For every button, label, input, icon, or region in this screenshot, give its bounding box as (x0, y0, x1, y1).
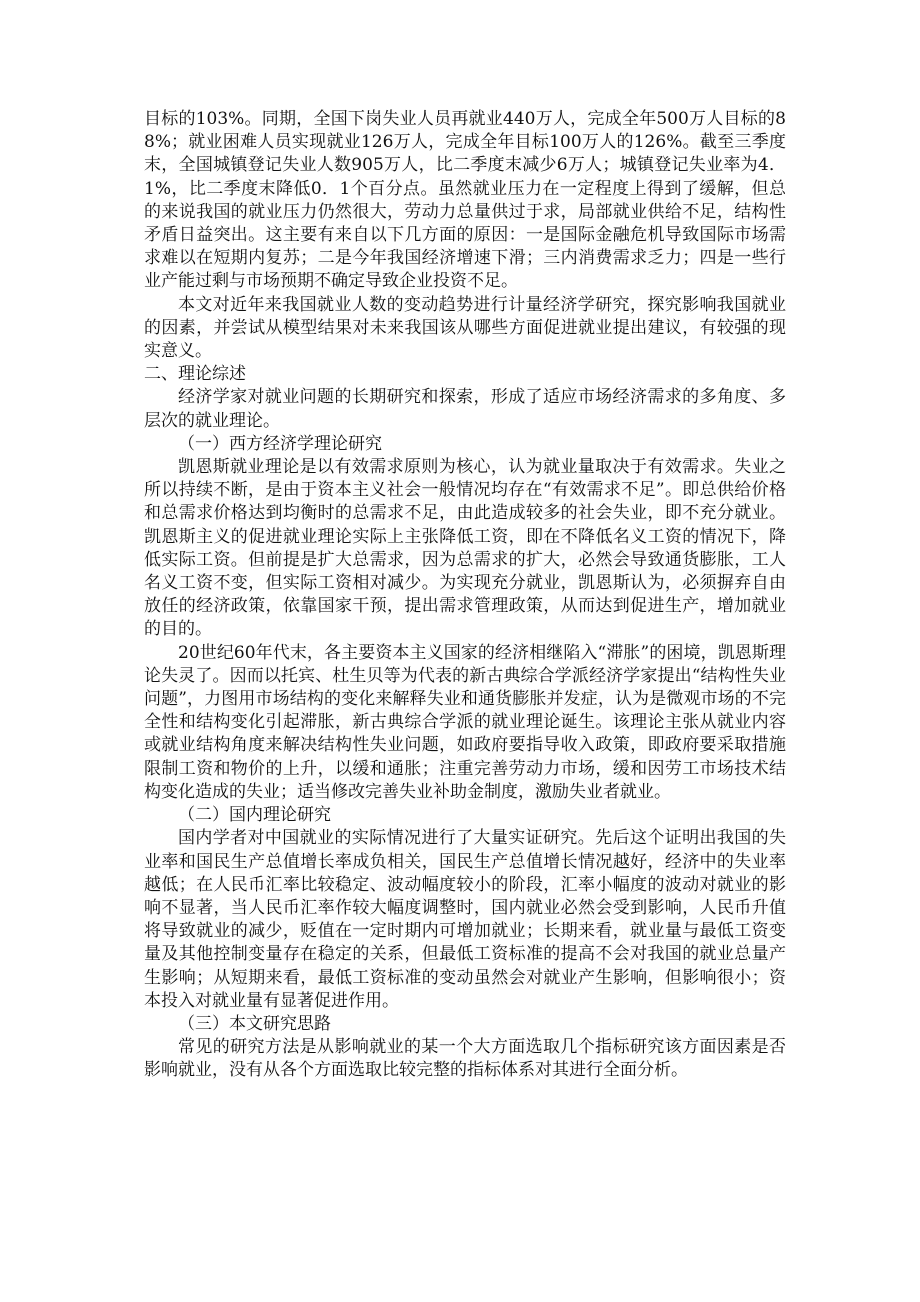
document-body (144, 108, 786, 1083)
paragraph-research-approach: 常见的研究方法是从影响就业的某一个大方面选取几个指标研究该方面因素是否影响就业，没有从各个方面选取比较完整的指标体系对其进行全面分析。 (144, 1037, 786, 1081)
subheading-domestic-research: （二）国内理论研究 (178, 805, 331, 826)
paragraph-employment-data: 目标的103%。同期，全国下岗失业人员再就业440万人，完成全年500万人目标的88%；就业困难人员实现就业126万人，完成全年目标100万人的126%。截至三季度末，全国城镇登记失业人数905万人，比二季度末减少6万人；城镇登记失业率为4．1%，比二季度末降低0．1个百分点。虽然就业压力在一定程度上得到了缓解，但总的来说我国的就业压力仍然很大，劳动力总量供过于求，局部就业供给不足，结构性矛盾日益突出。这主要有来自以下几方面的原因：一是国际金融危机导致国际市场需求难以在短期内复苏；二是今年我国经济增速下滑；三内消费需求乏力；四是一些行业产能过剩与市场预期不确定导致企业投资不足。 (144, 109, 786, 292)
paragraph-keynes-theory: 凯恩斯就业理论是以有效需求原则为核心，认为就业量取决于有效需求。失业之所以持续不断，是由于资本主义社会一般情况均存在“有效需求不足”。即总供给价格和总需求价格达到均衡时的总需求不足，由此造成较多的社会失业，即不充分就业。凯恩斯主义的促进就业理论实际上主张降低工资，即在不降低名义工资的情况下，降低实际工资。但前提是扩大总需求，因为总需求的扩大，必然会导致通货膨胀，工人名义工资不变，但实际工资相对减少。为实现充分就业，凯恩斯认为，必须摒弃自由放任的经济政策，依靠国家干预，提出需求管理政策，从而达到促进生产，增加就业的目的。 (144, 457, 786, 640)
paragraph-theory-intro: 经济学家对就业问题的长期研究和探索，形成了适应市场经济需求的多角度、多层次的就业理论。 (144, 387, 786, 431)
subheading-research-approach: （三）本文研究思路 (178, 1013, 331, 1034)
paragraph-neoclassical-synthesis: 20世纪60年代末，各主要资本主义国家的经济相继陷入“滞胀”的困境，凯恩斯理论失灵了。因而以托宾、杜生贝等为代表的新古典综合学派经济学家提出“结构性失业问题”，力图用市场结构的变化来解释失业和通货膨胀并发症，认为是微观市场的不完全性和结构变化引起滞胀，新古典综合学派的就业理论诞生。该理论主张从就业内容或就业结构角度来解决结构性失业问题，如政府要指导收入政策，即政府要采取措施限制工资和物价的上升，以缓和通胀；注重完善劳动力市场，缓和因劳工市场技术结构变化造成的失业；适当修改完善失业补助金制度，激励失业者就业。 (144, 642, 786, 802)
section-heading-theory-review: 二、理论综述 (144, 364, 246, 385)
paragraph-research-purpose: 本文对近年来我国就业人数的变动趋势进行计量经济学研究，探究影响我国就业的因素，并尝试从模型结果对未来我国该从哪些方面促进就业提出建议，有较强的现实意义。 (144, 294, 786, 362)
subheading-western-theory: （一）西方经济学理论研究 (178, 433, 382, 454)
paragraph-domestic-research: 国内学者对中国就业的实际情况进行了大量实证研究。先后这个证明出我国的失业率和国民生产总值增长率成负相关，国民生产总值增长情况越好，经济中的失业率越低；在人民币汇率比较稳定、波动幅度较小的阶段，汇率小幅度的波动对就业的影响不显著，当人民币汇率作较大幅度调整时，国内就业必然会受到影响，人民币升值将导致就业的减少，贬值在一定时期内可增加就业；长期来看，就业量与最低工资变量及其他控制变量存在稳定的关系，但最低工资标准的提高不会对我国的就业总量产生影响；从短期来看，最低工资标准的变动虽然会对就业产生影响，但影响很小；资本投入对就业量有显著促进作用。 (144, 828, 786, 1011)
